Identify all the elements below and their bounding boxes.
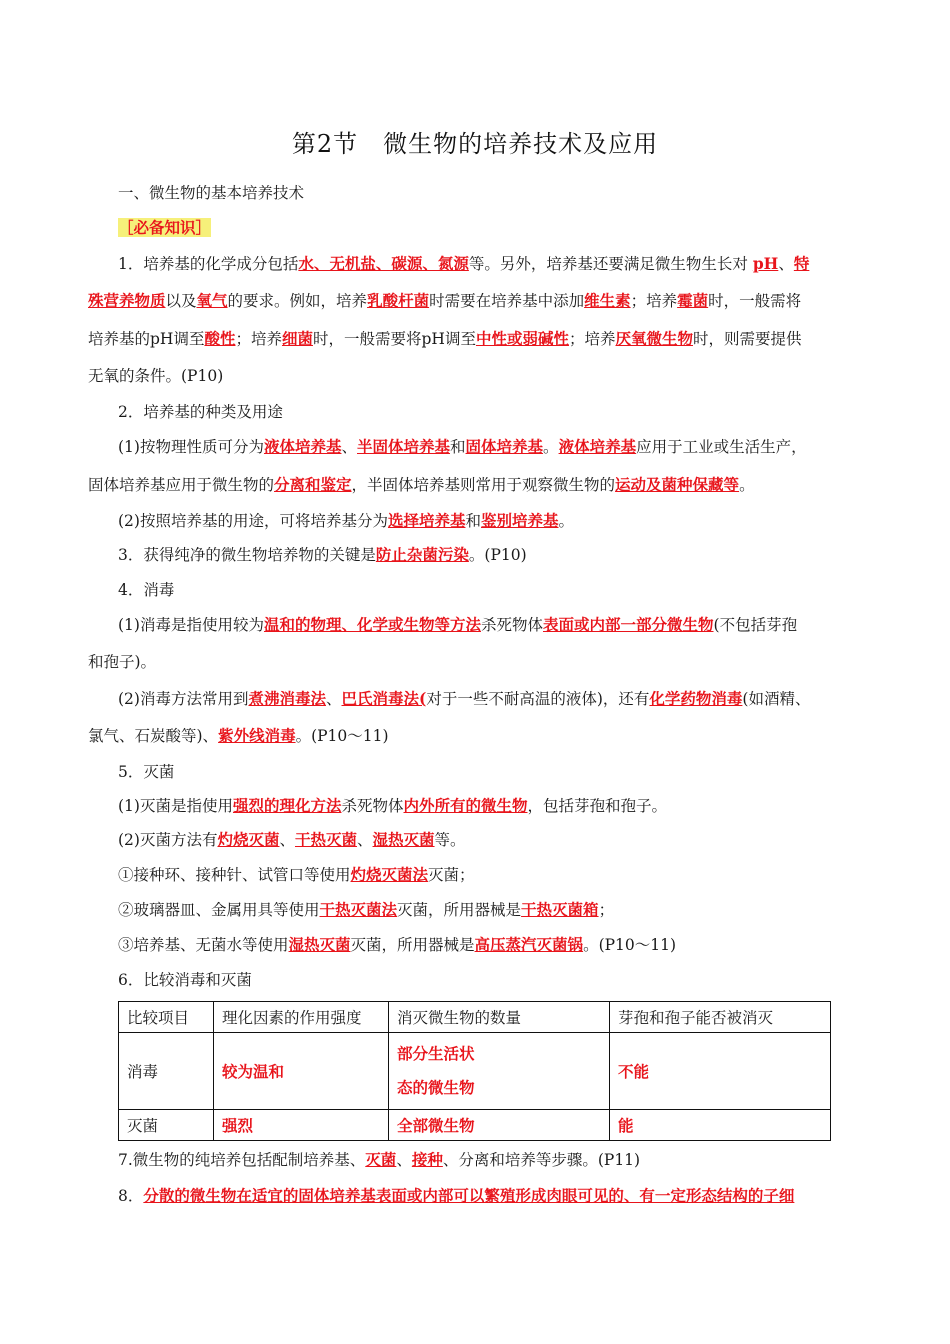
keyword: 分散的微生物在适宜的固体培养基表面或内部可以繁殖形成肉眼可见的、有一定形态结构的子细 bbox=[143, 1186, 795, 1205]
table-cell: 灭菌 bbox=[119, 1110, 214, 1141]
p4-line3: (2)消毒方法常用到煮沸消毒法、巴氏消毒法(对于一些不耐高温的液体)，还有化学药物消毒(如酒精、 bbox=[118, 689, 811, 708]
table-row bbox=[119, 1033, 831, 1110]
knowledge-label: ［必备知识］ bbox=[118, 218, 212, 237]
p5-line2: (2)灭菌方法有灼烧灭菌、干热灭菌、湿热灭菌等。 bbox=[118, 830, 466, 849]
keyword: 表面或内部一部分微生物 bbox=[543, 615, 714, 634]
keyword: 殊营养物质 bbox=[88, 291, 166, 310]
table-cell: 全部微生物 bbox=[389, 1110, 610, 1141]
keyword: 半固体培养基 bbox=[357, 437, 451, 456]
p1-line4: 无氧的条件。(P10) bbox=[88, 367, 224, 385]
keyword: 煮沸消毒法 bbox=[248, 689, 326, 708]
table-cell: 消毒 bbox=[119, 1033, 214, 1110]
table-cell: 部分生活状 态的微生物 bbox=[389, 1033, 610, 1110]
keyword: 强烈的理化方法 bbox=[232, 796, 342, 815]
knowledge-label-line bbox=[118, 218, 878, 238]
table-header-cell: 消灭微生物的数量 bbox=[389, 1002, 610, 1033]
table-header-row bbox=[119, 1002, 831, 1033]
keyword: 灼烧灭菌法 bbox=[350, 865, 429, 884]
comparison-table bbox=[118, 1001, 831, 1141]
keyword: 液体培养基 bbox=[558, 437, 637, 456]
p5-line3: ①接种环、接种针、试管口等使用灼烧灭菌法灭菌； bbox=[118, 865, 475, 884]
keyword: 干热灭菌法 bbox=[319, 900, 398, 919]
keyword: pH bbox=[752, 254, 779, 273]
keyword: 选择培养基 bbox=[387, 511, 466, 530]
p5-line4: ②玻璃器皿、金属用具等使用干热灭菌法灭菌，所用器械是干热灭菌箱； bbox=[118, 900, 615, 919]
table-cell: 较为温和 bbox=[214, 1033, 389, 1110]
p4-line1: (1)消毒是指使用较为温和的物理、化学或生物等方法杀死物体表面或内部一部分微生物(不包括芽孢 bbox=[118, 615, 798, 634]
p1-line3: 培养基的pH调至酸性；培养细菌时，一般需要将pH调至中性或弱碱性；培养厌氧微生物时，则需要提供 bbox=[88, 329, 802, 348]
p4-line2: 和孢子)。 bbox=[88, 653, 157, 671]
p2-heading: 2．培养基的种类及用途 bbox=[118, 403, 283, 421]
keyword: 防止杂菌污染 bbox=[375, 545, 469, 564]
keyword: 分离和鉴定 bbox=[274, 475, 352, 494]
keyword: 乳酸杆菌 bbox=[367, 291, 430, 310]
keyword: 细菌 bbox=[281, 329, 313, 348]
p3-line1: 3．获得纯净的微生物培养物的关键是防止杂菌污染。(P10) bbox=[118, 545, 527, 564]
keyword: 灼烧灭菌 bbox=[217, 830, 280, 849]
keyword: 氧气 bbox=[196, 291, 228, 310]
p1-line2: 殊营养物质以及氧气的要求。例如，培养乳酸杆菌时需要在培养基中添加维生素；培养霉菌时，一般需将 bbox=[88, 291, 802, 310]
p5-line1: (1)灭菌是指使用强烈的理化方法杀死物体内外所有的微生物，包括芽孢和孢子。 bbox=[118, 796, 668, 815]
table-header-cell: 比较项目 bbox=[119, 1002, 214, 1033]
table-cell: 不能 bbox=[610, 1033, 831, 1110]
keyword: 特 bbox=[793, 254, 810, 273]
keyword: 湿热灭菌 bbox=[288, 935, 351, 954]
p6-heading: 6．比较消毒和灭菌 bbox=[118, 971, 252, 989]
keyword: 湿热灭菌 bbox=[372, 830, 435, 849]
p4-line4: 氯气、石炭酸等)、紫外线消毒。(P10～11) bbox=[88, 726, 389, 745]
keyword: 维生素 bbox=[584, 291, 631, 310]
p5-heading: 5．灭菌 bbox=[118, 763, 175, 781]
p2-line3: (2)按照培养基的用途，可将培养基分为选择培养基和鉴别培养基。 bbox=[118, 511, 575, 530]
p8-line1: 8．分散的微生物在适宜的固体培养基表面或内部可以繁殖形成肉眼可见的、有一定形态结构的子细 bbox=[118, 1186, 795, 1205]
keyword: 鉴别培养基 bbox=[481, 511, 559, 530]
keyword: 灭菌 bbox=[365, 1150, 397, 1169]
table-cell: 能 bbox=[610, 1110, 831, 1141]
p5-line5: ③培养基、无菌水等使用湿热灭菌灭菌，所用器械是高压蒸汽灭菌锅。(P10～11) bbox=[118, 935, 677, 954]
keyword: 接种 bbox=[411, 1150, 443, 1169]
table-cell: 强烈 bbox=[214, 1110, 389, 1141]
keyword: 液体培养基 bbox=[263, 437, 342, 456]
table-row bbox=[119, 1110, 831, 1141]
page-title: 第2节 微生物的培养技术及应用 bbox=[291, 130, 659, 158]
keyword: 温和的物理、化学或生物等方法 bbox=[263, 615, 481, 634]
keyword: 水、无机盐、碳源、氮源 bbox=[298, 254, 469, 273]
p2-line2: 固体培养基应用于微生物的分离和鉴定，半固体培养基则常用于观察微生物的运动及菌种保藏等。 bbox=[88, 475, 755, 494]
p2-line1: (1)按物理性质可分为液体培养基、半固体培养基和固体培养基。液体培养基应用于工业或生活生产， bbox=[118, 437, 807, 456]
section-heading: 一、微生物的基本培养技术 bbox=[118, 184, 305, 202]
keyword: 内外所有的微生物 bbox=[403, 796, 528, 815]
keyword: 中性或弱碱性 bbox=[475, 329, 569, 348]
keyword: 干热灭菌箱 bbox=[521, 900, 599, 919]
keyword: 化学药物消毒 bbox=[649, 689, 743, 708]
table-header-cell: 理化因素的作用强度 bbox=[214, 1002, 389, 1033]
p1-line1: 1．培养基的化学成分包括水、无机盐、碳源、氮源等。另外，培养基还要满足微生物生长对 pH、特 bbox=[118, 254, 810, 273]
keyword: 固体培养基 bbox=[465, 437, 544, 456]
table-header-cell: 芽孢和孢子能否被消灭 bbox=[610, 1002, 831, 1033]
keyword: 高压蒸汽灭菌锅 bbox=[474, 935, 584, 954]
keyword: 巴氏消毒法( bbox=[341, 689, 427, 708]
p4-heading: 4．消毒 bbox=[118, 581, 175, 599]
keyword: 运动及菌种保藏等 bbox=[615, 475, 740, 494]
keyword: 干热灭菌 bbox=[295, 830, 358, 849]
keyword: 紫外线消毒 bbox=[218, 726, 296, 745]
p7-line1: 7.微生物的纯培养包括配制培养基、灭菌、接种、分离和培养等步骤。(P11) bbox=[118, 1150, 641, 1169]
keyword: 霉菌 bbox=[677, 291, 709, 310]
keyword: 厌氧微生物 bbox=[615, 329, 693, 348]
keyword: 酸性 bbox=[204, 329, 236, 348]
